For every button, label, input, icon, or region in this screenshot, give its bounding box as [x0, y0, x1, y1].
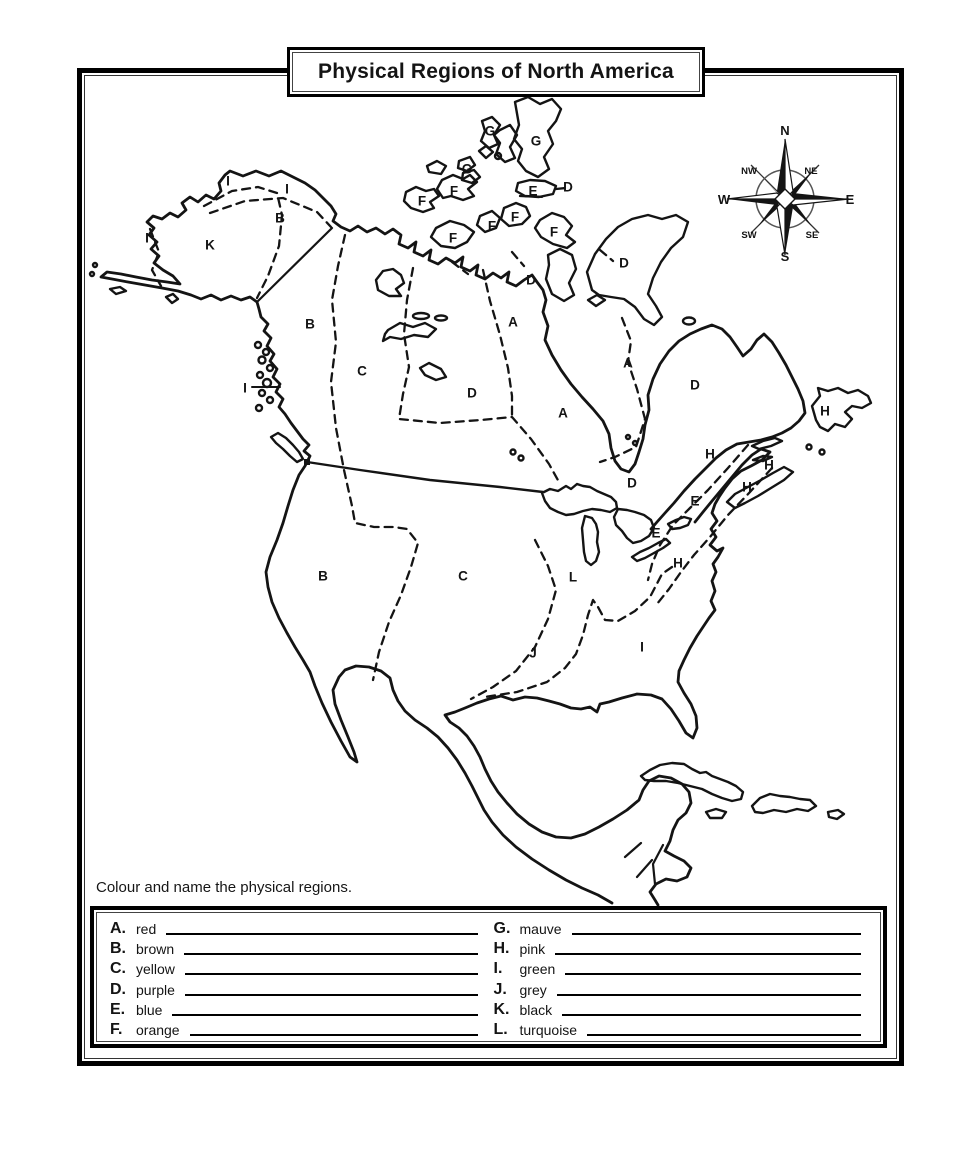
region-label-D: D [690, 377, 700, 393]
legend-color-name: purple [136, 981, 175, 998]
legend-row [494, 1018, 866, 1038]
region-label-D: D [563, 179, 573, 195]
compass-label-e: E [845, 192, 855, 207]
legend-color-name: pink [519, 941, 546, 958]
region-label-F: F [549, 224, 559, 240]
compass-label-w: W [717, 192, 731, 207]
legend-row [494, 978, 866, 998]
region-label-G: G [530, 133, 542, 149]
legend-blank-line[interactable] [184, 939, 477, 955]
legend-row [110, 978, 482, 998]
region-label-F: F [448, 230, 458, 246]
legend-color-name: brown [136, 941, 175, 958]
instruction-text: Colour and name the physical regions. [96, 879, 352, 896]
legend-blank-line[interactable] [185, 980, 478, 996]
legend-color-name: green [519, 961, 556, 978]
region-label-L: L [568, 569, 578, 585]
title-box [287, 47, 705, 97]
region-label-I: I [243, 380, 247, 396]
legend-color-name: yellow [136, 961, 175, 978]
region-label-H: H [742, 479, 752, 495]
legend-box [90, 906, 887, 1048]
legend-letter: D. [110, 980, 126, 998]
page-title: Physical Regions of North America [318, 60, 674, 83]
legend-color-name: turquoise [519, 1021, 578, 1038]
legend-columns [104, 917, 871, 1038]
legend-letter: F. [110, 1020, 123, 1038]
region-label-B: B [318, 568, 328, 584]
legend-color-name: orange [136, 1021, 180, 1038]
legend-row [110, 1018, 482, 1038]
compass-label-n: N [780, 123, 790, 138]
region-label-H: H [673, 555, 683, 571]
legend-blank-line[interactable] [190, 1020, 478, 1036]
region-label-F: F [487, 218, 497, 234]
region-label-G: G [461, 161, 473, 177]
region-label-I: I [145, 230, 149, 246]
compass-label-se: SE [805, 230, 819, 241]
legend-row [110, 957, 482, 977]
legend-letter: C. [110, 960, 126, 978]
legend-letter: J. [493, 980, 507, 998]
legend-letter: A. [110, 920, 126, 937]
legend-blank-line[interactable] [185, 959, 478, 975]
region-label-I: I [640, 639, 644, 655]
region-label-H: H [705, 446, 715, 462]
region-label-H: H [764, 457, 774, 473]
legend-color-name: grey [519, 981, 547, 998]
legend-letter: K. [493, 1000, 510, 1018]
legend-blank-line[interactable] [555, 939, 861, 955]
legend-blank-line[interactable] [166, 919, 477, 935]
region-label-A: A [508, 314, 518, 330]
legend-blank-line[interactable] [587, 1020, 861, 1036]
legend-column [488, 917, 872, 1038]
legend-blank-line[interactable] [562, 1000, 861, 1016]
region-label-A: A [558, 405, 568, 421]
region-label-D: D [467, 385, 477, 401]
legend-color-name: blue [136, 1001, 163, 1018]
legend-letter: G. [493, 920, 511, 937]
compass-label-s: S [780, 249, 790, 264]
region-label-G: G [484, 123, 496, 139]
legend-letter: L. [493, 1020, 508, 1038]
region-label-C: C [357, 363, 367, 379]
region-label-F: F [417, 193, 427, 209]
region-label-E: E [690, 493, 700, 509]
region-label-K: K [205, 237, 215, 253]
legend-row [494, 998, 866, 1018]
region-label-I: I [285, 181, 289, 197]
legend-color-name: mauve [519, 921, 562, 937]
region-label-B: B [275, 210, 285, 226]
legend-blank-line[interactable] [572, 919, 861, 935]
legend-color-name: red [136, 921, 157, 937]
compass-label-ne: NE [804, 166, 818, 177]
legend-letter: H. [493, 940, 510, 958]
region-label-C: C [458, 568, 468, 584]
region-label-A: A [623, 355, 633, 371]
region-label-E: E [528, 183, 538, 199]
region-label-J: J [529, 645, 537, 661]
legend-letter: B. [110, 940, 126, 958]
legend-row [494, 917, 866, 937]
region-label-H: H [820, 403, 830, 419]
legend-row [110, 917, 482, 937]
region-label-D: D [619, 255, 629, 271]
region-label-B: B [305, 316, 315, 332]
compass-label-sw: SW [741, 230, 757, 241]
legend-color-name: black [519, 1001, 553, 1018]
legend-row [494, 937, 866, 957]
region-label-D: D [526, 272, 536, 288]
legend-row [494, 957, 866, 977]
legend-letter: I. [493, 960, 503, 978]
legend-letter: E. [110, 1000, 126, 1018]
legend-row [110, 937, 482, 957]
region-label-E: E [651, 525, 661, 541]
compass-label-nw: NW [741, 166, 757, 177]
region-label-D: D [627, 475, 637, 491]
legend-blank-line[interactable] [172, 1000, 477, 1016]
legend-blank-line[interactable] [557, 980, 861, 996]
legend-column [104, 917, 488, 1038]
region-label-F: F [510, 209, 520, 225]
region-label-I: I [226, 173, 230, 189]
region-label-F: F [449, 183, 459, 199]
legend-blank-line[interactable] [565, 959, 861, 975]
legend-row [110, 998, 482, 1018]
